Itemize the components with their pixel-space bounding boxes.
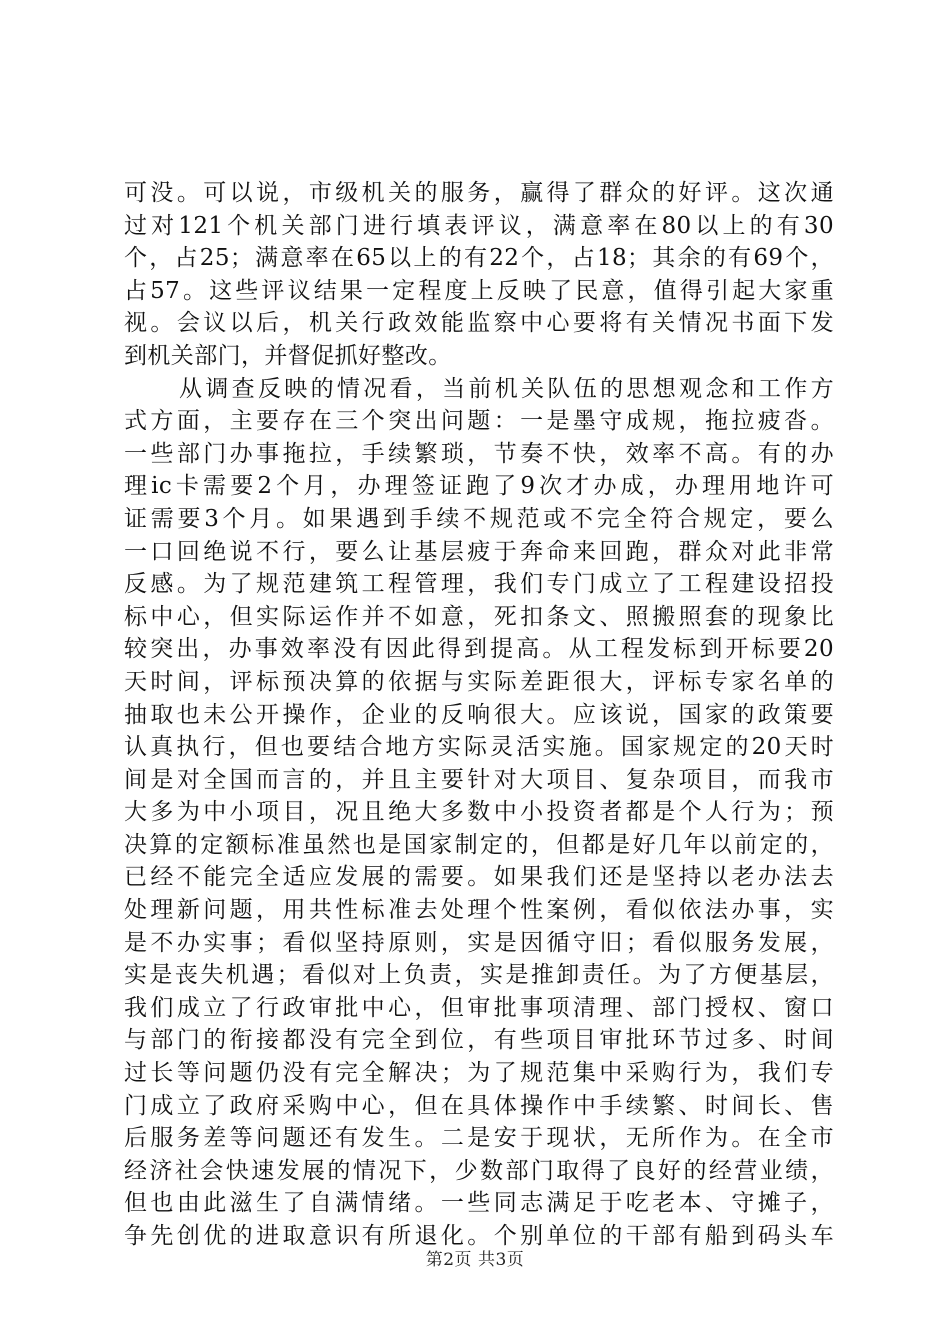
text-line: 过对121个机关部门进行填表评议，满意率在80以上的有30 — [124, 212, 834, 239]
text-line: 一些部门办事拖拉，手续繁琐，节奏不快，效率不高。有的办 — [124, 440, 834, 467]
text-line: 经济社会快速发展的情况下，少数部门取得了良好的经营业绩， — [124, 1157, 834, 1184]
text-line: 与部门的衔接都没有完全到位，有些项目审批环节过多、时间 — [124, 1027, 834, 1054]
text-line: 证需要3个月。如果遇到手续不规范或不完全符合规定，要么 — [124, 505, 834, 532]
text-line: 认真执行，但也要结合地方实际灵活实施。国家规定的20天时 — [124, 734, 834, 761]
text-line: 可没。可以说，市级机关的服务，赢得了群众的好评。这次通 — [124, 180, 834, 206]
text-line: 是不办实事；看似坚持原则，实是因循守旧；看似服务发展， — [124, 929, 834, 956]
text-line: 占57。这些评议结果一定程度上反映了民意，值得引起大家重 — [124, 277, 834, 304]
text-line: 较突出，办事效率没有因此得到提高。从工程发标到开标要20 — [124, 636, 834, 663]
text-line: 标中心，但实际运作并不如意，死扣条文、照搬照套的现象比 — [124, 603, 834, 630]
text-line: 抽取也未公开操作，企业的反响很大。应该说，国家的政策要 — [124, 701, 834, 728]
text-line: 过长等问题仍没有完全解决；为了规范集中采购行为，我们专 — [124, 1060, 834, 1087]
text-line: 天时间，评标预决算的依据与实际差距很大，评标专家名单的 — [124, 668, 834, 695]
text-line: 已经不能完全适应发展的需要。如果我们还是坚持以老办法去 — [124, 864, 834, 891]
text-line: 后服务差等问题还有发生。二是安于现状，无所作为。在全市 — [124, 1125, 834, 1152]
text-line: 个，占25；满意率在65以上的有22个，占18；其余的有69个， — [124, 245, 834, 272]
page-footer: 第2页 共3页 — [425, 1250, 525, 1270]
text-line: 处理新问题，用共性标准去处理个性案例，看似依法办事，实 — [124, 897, 834, 924]
text-line: 间是对全国而言的，并且主要针对大项目、复杂项目，而我市 — [124, 766, 834, 793]
text-line: 实是丧失机遇；看似对上负责，实是推卸责任。为了方便基层， — [124, 962, 834, 989]
text-line: 我们成立了行政审批中心，但审批事项清理、部门授权、窗口 — [124, 994, 834, 1021]
text-line: 决算的定额标准虽然也是国家制定的，但都是好几年以前定的， — [124, 831, 834, 858]
text-line: 争先创优的进取意识有所退化。个别单位的干部有船到码头车 — [124, 1223, 834, 1249]
text-line: 视。会议以后，机关行政效能监察中心要将有关情况书面下发 — [124, 310, 834, 337]
text-line: 但也由此滋生了自满情绪。一些同志满足于吃老本、守摊子， — [124, 1190, 834, 1217]
text-line: 门成立了政府采购中心，但在具体操作中手续繁、时间长、售 — [124, 1092, 834, 1119]
text-line: 一口回绝说不行，要么让基层疲于奔命来回跑，群众对此非常 — [124, 538, 834, 565]
text-line: 从调查反映的情况看，当前机关队伍的思想观念和工作方 — [179, 375, 834, 402]
text-line: 式方面，主要存在三个突出问题：一是墨守成规，拖拉疲沓。 — [124, 408, 834, 435]
text-line: 大多为中小项目，况且绝大多数中小投资者都是个人行为；预 — [124, 799, 834, 826]
body-text — [124, 177, 834, 1253]
text-line: 到机关部门，并督促抓好整改。 — [124, 342, 452, 369]
text-line: 反感。为了规范建筑工程管理，我们专门成立了工程建设招投 — [124, 571, 834, 598]
text-line: 理ic卡需要2个月，办理签证跑了9次才办成，办理用地许可 — [124, 473, 834, 500]
